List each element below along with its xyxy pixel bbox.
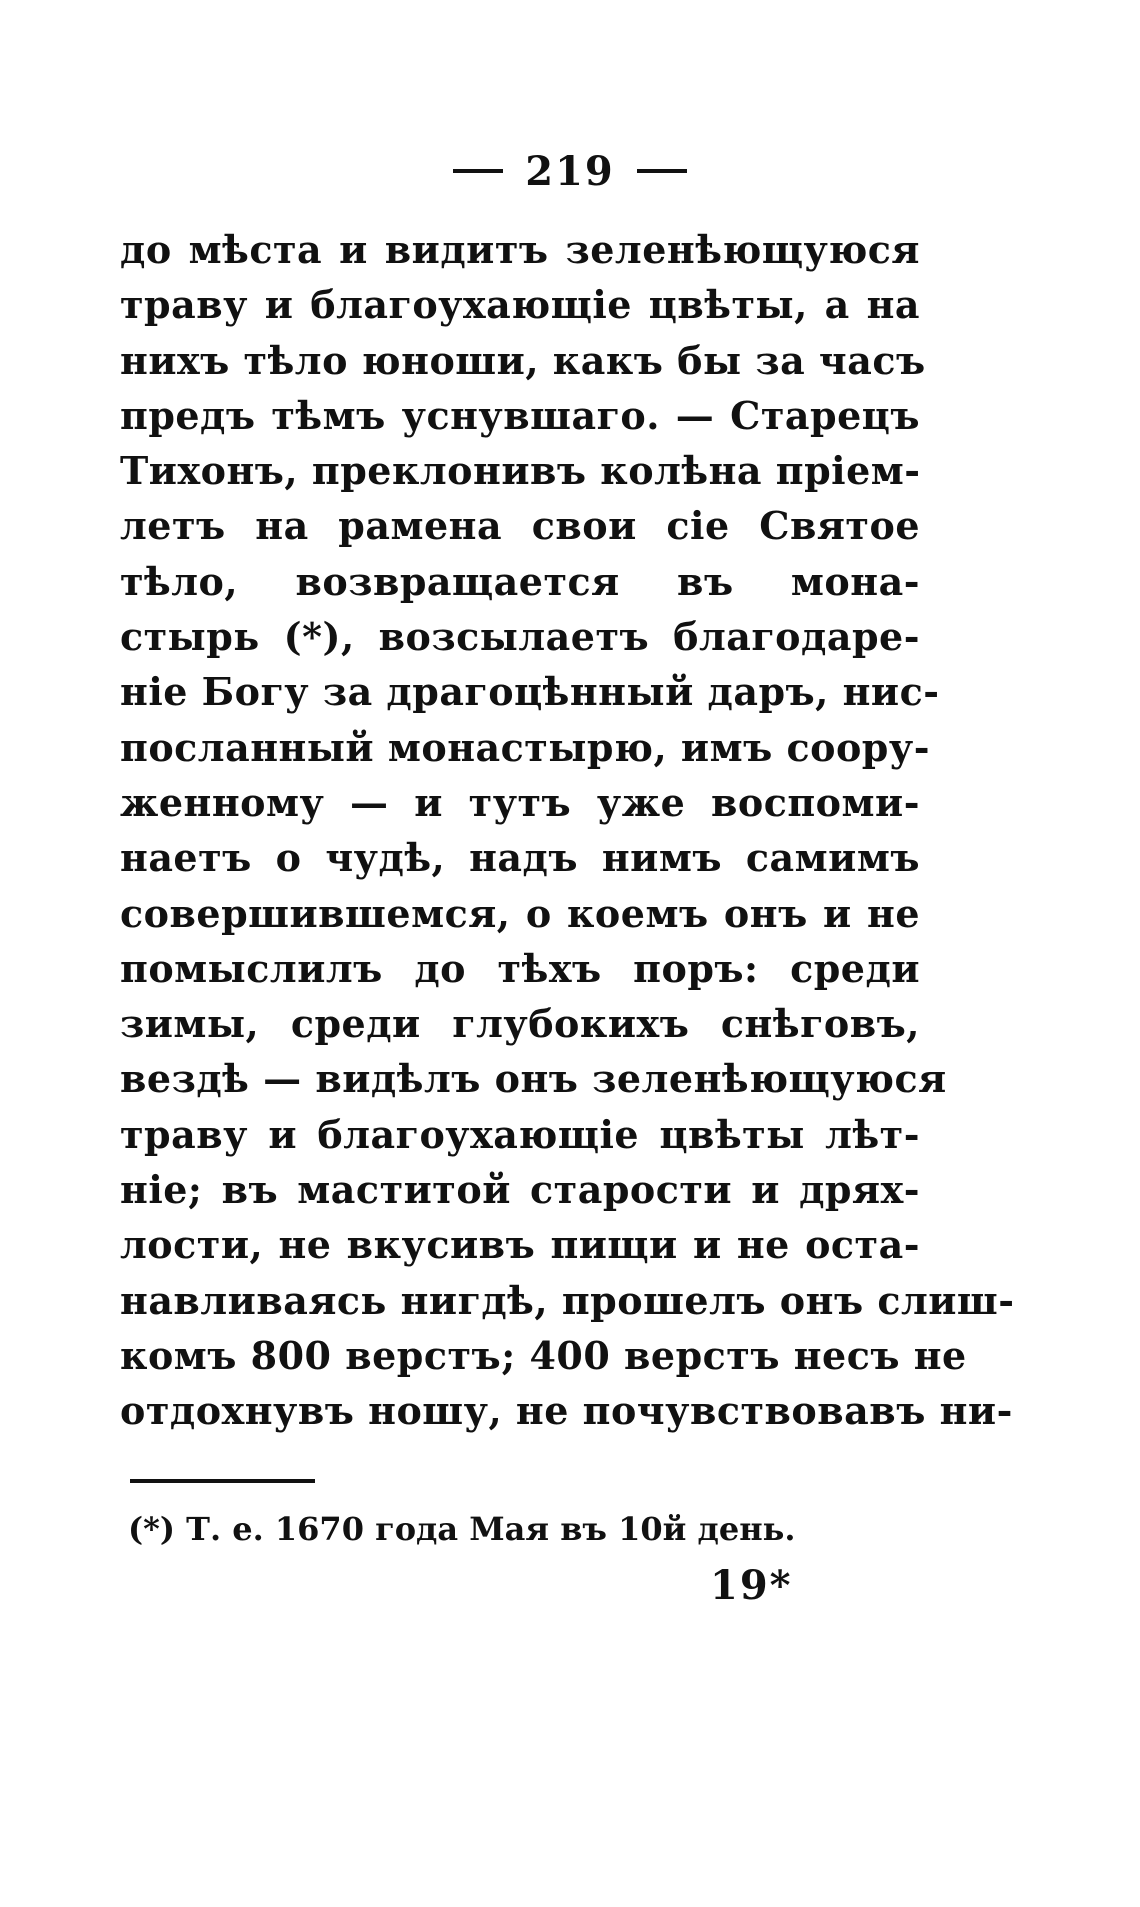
text-line: помыслилъ до тѣхъ поръ: среди: [120, 945, 920, 991]
page-number: 219: [525, 148, 615, 195]
text-line: летъ на рамена свои сіе Святое: [120, 503, 920, 549]
signature-mark: 19*: [710, 1562, 793, 1609]
text-line: комъ 800 верстъ; 400 верстъ несъ не: [120, 1332, 967, 1378]
page-header: [0, 148, 1140, 195]
header-dash-left: [453, 169, 503, 173]
text-line: ніе Богу за драгоцѣнный даръ, нис-: [120, 669, 940, 715]
text-line: нихъ тѣло юноши, какъ бы за часъ: [120, 337, 926, 383]
text-line: навливаясь нигдѣ, прошелъ онъ слиш-: [120, 1277, 1015, 1323]
text-line: ніе; въ маститой старости и дрях-: [120, 1167, 920, 1213]
text-line: предъ тѣмъ уснувшаго. — Старецъ: [120, 392, 920, 438]
footnote: (*) Т. е. 1670 года Мая въ 10й день.: [128, 1510, 796, 1548]
text-line: вездѣ — видѣлъ онъ зеленѣющуюся: [120, 1056, 947, 1102]
text-line: стырь (*), возсылаетъ благодаре-: [120, 614, 920, 660]
text-line: траву и благоухающіе цвѣты, а на: [120, 282, 920, 328]
body-text: [120, 222, 1015, 1439]
text-line: отдохнувъ ношу, не почувствовавъ ни-: [120, 1388, 1013, 1434]
text-line: траву и благоухающіе цвѣты лѣт-: [120, 1111, 920, 1157]
text-line: зимы, среди глубокихъ снѣговъ,: [120, 1001, 920, 1047]
text-line: Тихонъ, преклонивъ колѣна пріем-: [120, 448, 921, 494]
text-line: совершившемся, о коемъ онъ и не: [120, 890, 920, 936]
text-line: наетъ о чудѣ, надъ нимъ самимъ: [120, 835, 920, 881]
text-line: тѣло, возвращается въ мона-: [120, 558, 920, 604]
text-line: лости, не вкусивъ пищи и не оста-: [120, 1222, 920, 1268]
header-dash-right: [637, 169, 687, 173]
text-line: посланный монастырю, имъ соору-: [120, 724, 930, 770]
text-line: женному — и тутъ уже воспоми-: [120, 779, 920, 825]
footnote-rule: [130, 1479, 315, 1483]
text-line: до мѣста и видитъ зеленѣющуюся: [120, 227, 920, 272]
